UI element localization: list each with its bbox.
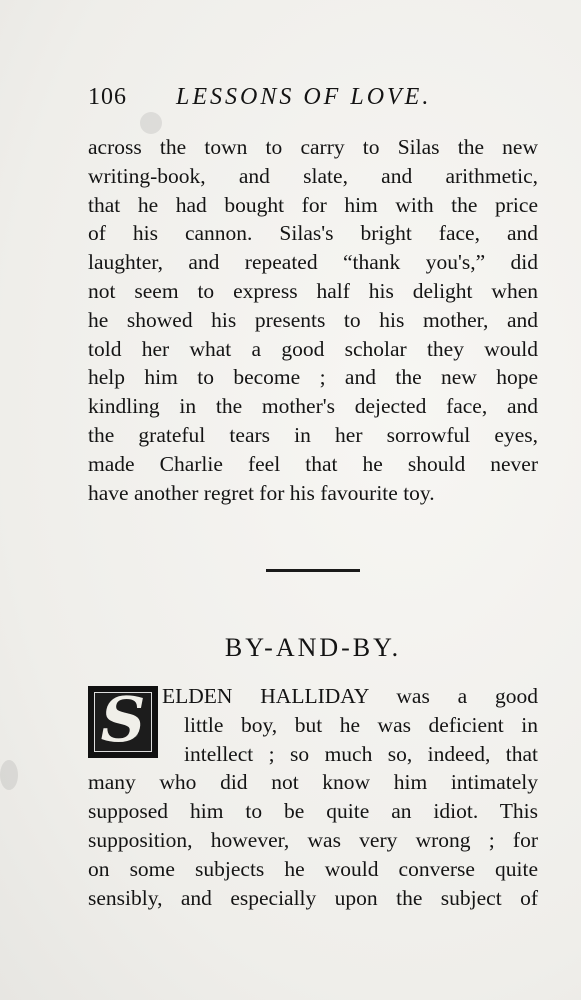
text-line: he showed his presents to his mother, and [88, 307, 538, 332]
section-divider [266, 569, 360, 572]
text-line: supposition, however, was very wrong ; for [88, 827, 538, 852]
text-line: have another regret for his favourite toy. [88, 480, 435, 505]
text-line: told her what a good scholar they would [88, 336, 538, 361]
text-line: ELDEN HALLIDAY was a good [162, 684, 538, 708]
text-line: the grateful tears in her sorrowful eyes, [88, 422, 538, 447]
running-title: LESSONS OF LOVE. [176, 84, 432, 110]
page-smudge [0, 760, 18, 790]
text-line: that he had bought for him with the price [88, 192, 538, 217]
text-line: on some subjects he would converse quite [88, 856, 538, 881]
text-line: help him to become ; and the new hope [88, 365, 538, 390]
drop-cap-letter: S [100, 683, 146, 756]
paragraph-1 [88, 133, 538, 507]
page-number: 106 [88, 84, 127, 110]
text-line: intellect ; so much so, indeed, that [184, 741, 538, 766]
page-smudge [140, 112, 162, 134]
text-line: little boy, but he was deficient in [184, 712, 538, 737]
text-line: sensibly, and especially upon the subject of [88, 885, 538, 910]
text-line: not seem to express half his delight when [88, 278, 538, 303]
paragraph-2 [88, 682, 538, 912]
text-line: of his cannon. Silas's bright face, and [88, 221, 538, 246]
text-line: laughter, and repeated “thank you's,” did [88, 250, 538, 275]
text-line: kindling in the mother's dejected face, and [88, 394, 538, 419]
text-line: made Charlie feel that he should never [88, 451, 538, 476]
text-line: supposed him to be quite an idiot. This [88, 799, 538, 824]
text-line: across the town to carry to Silas the new [88, 135, 538, 159]
text-line: many who did not know him intimately [88, 770, 538, 795]
text-line: writing-book, and slate, and arithmetic, [88, 163, 538, 188]
section-heading: BY-AND-BY. [224, 633, 402, 662]
